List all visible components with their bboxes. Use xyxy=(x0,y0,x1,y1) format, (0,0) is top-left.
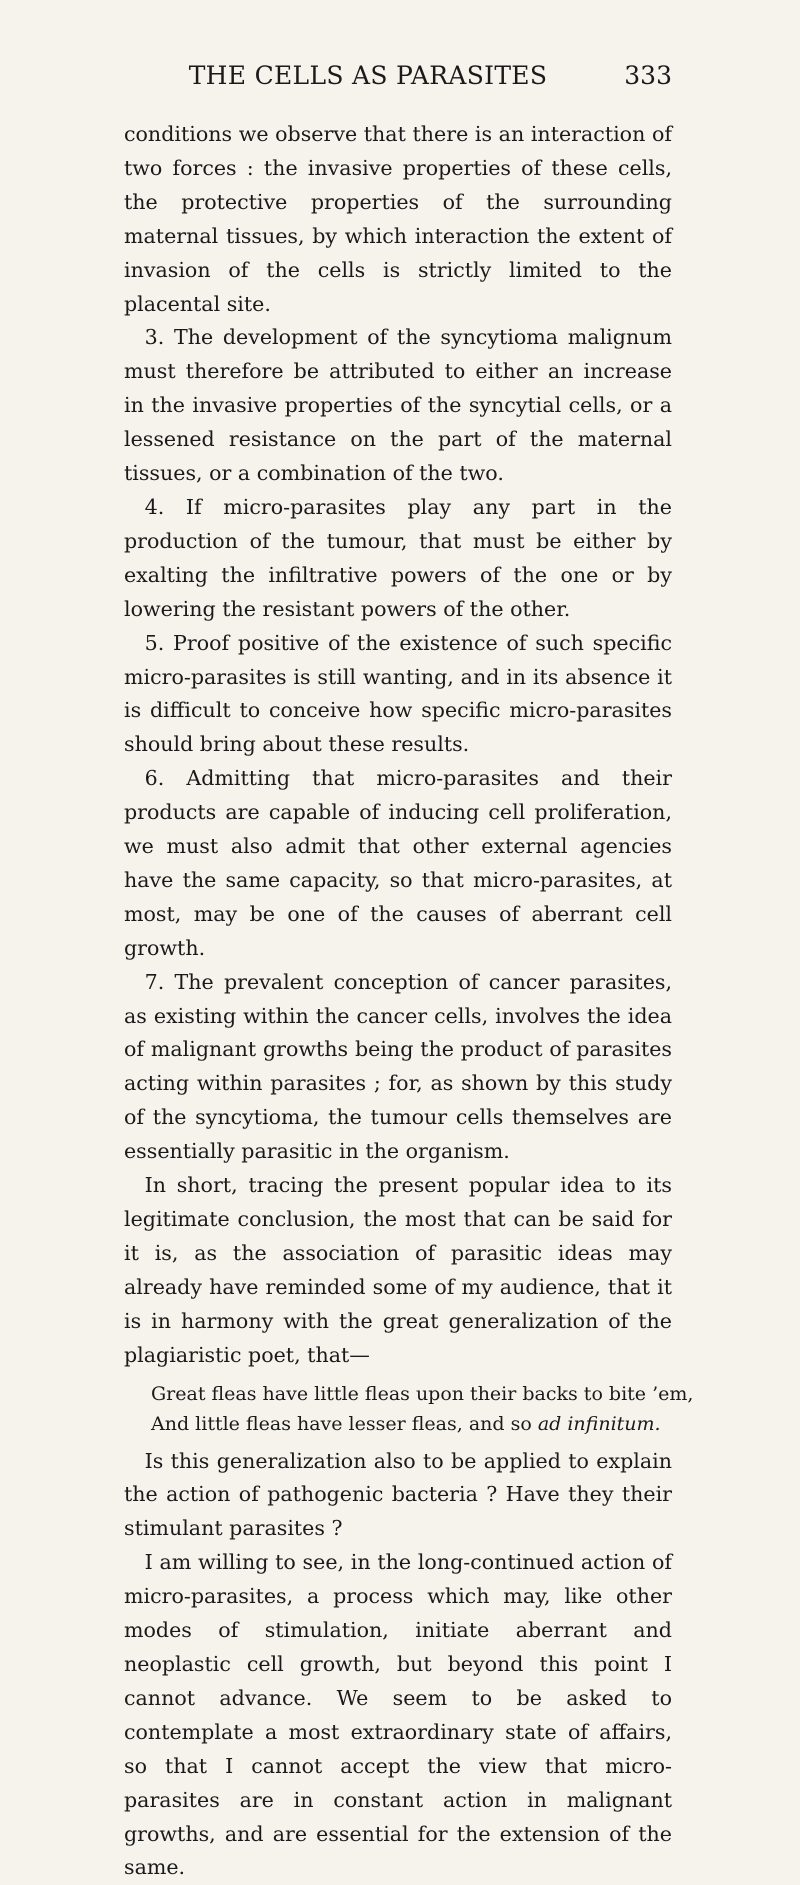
paragraph-point-3: 3. The development of the syncytioma malignum must therefore be attributed to either an increase in the invasive properties of the syncytial cells, or a lessened resistance on the part of the maternal tissues, or a combination of the two. xyxy=(124,325,672,486)
running-head xyxy=(124,56,672,96)
paragraph-point-5: 5. Proof positive of the existence of such specific micro-parasites is still wanting, and in its absence it is difficult to conceive how specific micro-parasites should bring about these results. xyxy=(124,630,672,757)
verse-line-2 xyxy=(151,1409,672,1439)
verse-line-2-text: And little fleas have lesser fleas, and so xyxy=(151,1412,538,1435)
running-title: THE CELLS AS PARASITES xyxy=(188,61,548,90)
paragraph-point-7: 7. The prevalent conception of cancer parasites, as existing within the cancer cells, involves the idea of malignant growths being the product of parasites acting within parasites ; for, as shown by this study of the syncytioma, the tumour cells themselves are essentially parasitic in the organism. xyxy=(124,969,672,1164)
paragraph-point-4: 4. If micro-parasites play any part in the production of the tumour, that must be either by exalting the infiltrative powers of the one or by lowering the resistant powers of the other. xyxy=(124,494,672,621)
verse-line-2-latin: ad infinitum. xyxy=(537,1412,661,1435)
paragraph-closing: I am willing to see, in the long-continued action of micro-parasites, a process which may, like other modes of stimulation, initiate aberrant and neoplastic cell growth, but beyond this point I cannot advance. We seem to be asked to contemplate a most extraordinary state of affairs, so that I cannot accept the view that micro-parasites are in constant action in malignant growths, and are essential for the extension of the same. xyxy=(124,1550,672,1880)
body-text xyxy=(124,118,694,1885)
paragraph-point-6: 6. Admitting that micro-parasites and their products are capable of inducing cell proliferation, we must also admit that other external agencies have the same capacity, so that micro-parasites, at most, may be one of the causes of aberrant cell growth. xyxy=(124,766,672,960)
paragraph-continuation: conditions we observe that there is an interaction of two forces : the invasive properties of these cells, the protective properties of the surrounding maternal tissues, by which interaction the extent of invasion of the cells is strictly limited to the placental site. xyxy=(124,122,672,316)
paragraph-question: Is this generalization also to be applied to explain the action of pathogenic bacteria ? Have they their stimulant parasites ? xyxy=(124,1448,672,1541)
paragraph-in-short: In short, tracing the present popular idea to its legitimate conclusion, the most that can be said for it is, as the association of parasitic ideas may already have reminded some of my audience, that it is in harmony with the great generalization of the plagiaristic poet, that— xyxy=(124,1173,672,1367)
page-number: 333 xyxy=(624,61,672,90)
verse-line-1: Great fleas have little fleas upon their backs to bite ’em, xyxy=(151,1382,694,1405)
